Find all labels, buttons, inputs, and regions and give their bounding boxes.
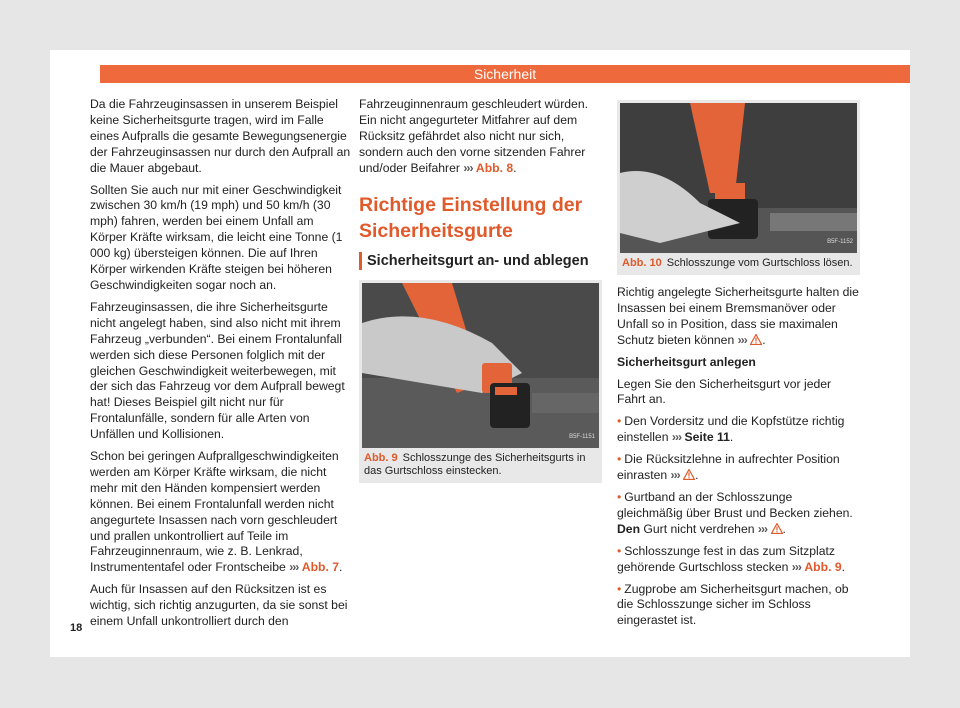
list-item: • Den Vordersitz und die Kopfstütze richtig einstellen ››› Seite 11.	[617, 414, 845, 445]
paragraph: Da die Fahrzeuginsassen in unserem Beispiel keine Sicherheitsgurte tragen, wird im Falle eines Aufpralls die gesamte Bewegungsenergie der Fahrzeuginsassen nur durch den Aufprall an die Mauer abgebaut.	[90, 97, 351, 175]
arrow-icon: ›››	[791, 559, 801, 574]
paragraph: Fahrzeuginnenraum geschleudert würden. Ein nicht angegurteter Mitfahrer auf dem Rücksitz gefährdet also nicht nur sich, sondern auch den vorne sitzenden Fahrer und/oder Beifahrer ››› Abb. 8.	[359, 97, 588, 175]
arrow-icon: ›››	[671, 430, 682, 445]
paragraph: Fahrzeuginsassen, die ihre Sicherheitsgurte nicht angelegt haben, sind also nicht mit ihrem Fahrzeug „verbunden“. Bei einem Frontalunfall werden sich diese Personen folglich mit der gleichen Geschwindigkeit weiterbewegen, mit der sich das Fahrzeug vor dem Aufprall bewegt hat! Dieses Beispiel gilt nicht nur für Frontalunfälle, sondern für alle Arten von Unfällen und Kollisionen.	[90, 299, 345, 442]
section-title: Richtige Einstellung der Sicherheitsgurte	[359, 193, 583, 242]
paragraph: Sollten Sie auch nur mit einer Geschwindigkeit zwischen 30 km/h (19 mph) und 50 km/h (30 mph) fahren, werden bei einem Unfall am Körper Kräfte wirksam, die leicht eine Tonne (1 000 kg) übersteigen können. Die auf Ihren Körper wirkenden Kräfte steigen bei höheren Geschwindigkeiten sogar noch an.	[90, 182, 343, 292]
list-item: • Die Rücksitzlehne in aufrechter Position einrasten ››› .	[617, 452, 840, 483]
bullet-icon: •	[617, 581, 622, 596]
paragraph: Legen Sie den Sicherheitsgurt vor jeder Fahrt an.	[617, 376, 832, 407]
figure-9	[359, 280, 602, 483]
subsection-title: Sicherheitsgurt an- und ablegen	[359, 252, 602, 270]
warning-triangle-icon[interactable]	[683, 469, 695, 480]
figure-code: B5F-1152	[827, 239, 853, 246]
figure-code: B5F-1151	[569, 433, 595, 440]
figure-link[interactable]: Abb. 8	[475, 160, 514, 175]
bullet-icon: •	[617, 489, 622, 504]
bullet-icon: •	[617, 543, 622, 558]
paragraph: Schon bei geringen Aufprallgeschwindigkeiten werden am Körper Kräfte wirksam, die nicht mehr mit den Händen kompensiert werden können. Bei einem Frontalunfall werden nicht angegurtete Insassen nach vorn geschleudert und prallen unkontrolliert auf Teile im Fahrzeuginnenraum, wie z. B. Lenkrad, Instrumententafel oder Frontscheibe ››› Abb. 7.	[90, 449, 343, 575]
warning-triangle-icon[interactable]	[750, 334, 762, 345]
chapter-header: Sicherheit	[100, 65, 910, 83]
arrow-icon: ›››	[463, 160, 473, 175]
list-item: • Schlosszunge fest in das zum Sitzplatz gehörende Gurtschloss stecken ››› Abb. 9.	[617, 543, 846, 574]
page-link[interactable]: Seite 11	[684, 430, 730, 445]
text-column-1	[90, 97, 352, 636]
instruction-heading: Sicherheitsgurt anlegen	[617, 354, 756, 369]
bullet-icon: •	[617, 414, 622, 429]
text-column-2	[359, 97, 602, 493]
list-item: • Gurtband an der Schlosszunge gleichmäßig über Brust und Becken ziehen. Den Gurt nicht verdrehen ››› .	[617, 489, 853, 536]
figure-link[interactable]: Abb. 7	[301, 560, 340, 575]
seatbelt-insert-illustration	[362, 283, 599, 448]
arrow-icon: ›››	[737, 332, 747, 347]
list-item: • Zugprobe am Sicherheitsgurt machen, ob die Schlosszunge sicher im Schloss eingerastet ist.	[617, 581, 849, 628]
arrow-icon: ›››	[289, 560, 299, 575]
paragraph: Richtig angelegte Sicherheitsgurte halten die Insassen bei einem Bremsmanöver oder Unfall so in Position, dass sie maximalen Schutz bieten können ››› .	[617, 285, 859, 347]
figure-caption: Abb. 9 Schlosszunge des Sicherheitsgurts in das Gurtschloss einstecken.	[364, 451, 586, 477]
manual-page	[50, 50, 910, 657]
bullet-icon: •	[617, 452, 622, 467]
figure-caption: Abb. 10 Schlosszunge vom Gurtschloss lösen.	[622, 257, 853, 269]
figure-10	[617, 100, 860, 275]
page-number: 18	[70, 622, 83, 634]
arrow-icon: ›››	[757, 521, 768, 536]
arrow-icon: ›››	[670, 468, 680, 483]
paragraph: Auch für Insassen auf den Rücksitzen ist es wichtig, sich richtig anzugurten, da sie sonst bei einem Unfall unkontrolliert durch den	[90, 582, 348, 629]
figure-link[interactable]: Abb. 9	[804, 559, 842, 574]
seatbelt-release-illustration	[620, 103, 857, 253]
warning-triangle-icon[interactable]	[771, 523, 783, 534]
text-column-3	[617, 100, 860, 635]
